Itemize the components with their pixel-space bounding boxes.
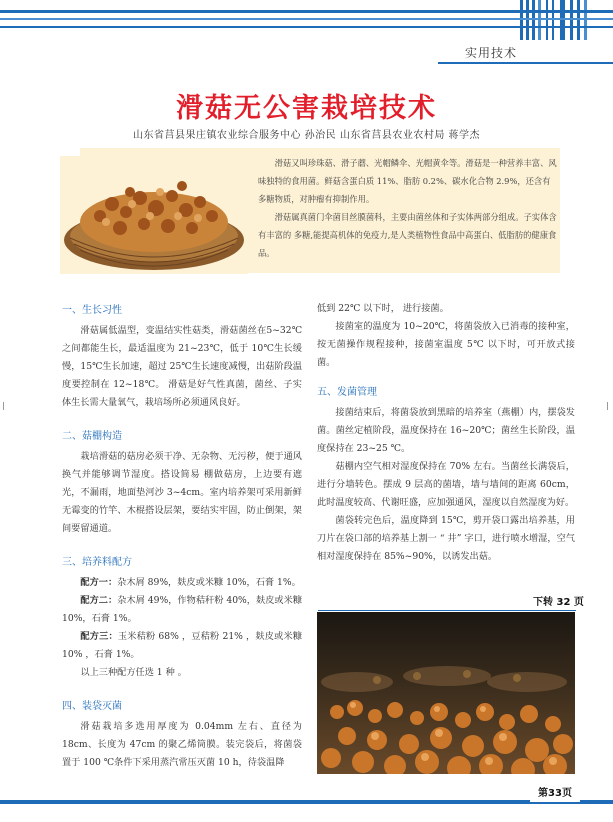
stripe bbox=[538, 0, 541, 40]
section-tag: 实用技术 bbox=[464, 46, 517, 60]
section-heading: 二、菇棚构造 bbox=[62, 431, 122, 442]
stripe bbox=[570, 0, 573, 40]
article-authors: 山东省莒县果庄镇农业综合服务中心 孙治民 山东省莒县农业农村局 蒋学杰 bbox=[132, 130, 481, 141]
footer-rule bbox=[0, 800, 613, 804]
header-decoration bbox=[0, 0, 613, 44]
formula-label: 配方二： bbox=[80, 595, 118, 606]
stripe bbox=[560, 0, 565, 40]
formula-label: 配方一： bbox=[80, 577, 118, 588]
lead-paragraph: 滑菇又叫珍珠菇、滑子蘑、光帽鳞伞、光帽黄伞等。滑菇是一种营养丰富、风味独特的食用菌。鲜菇含蛋白质 11%、脂肪 0.2%、碳水化合物 2.9%，还含有多糖物质，对肿瘤有抑制作用。 bbox=[258, 158, 557, 204]
paragraph-continued: 低到 22℃ 以下时， 进行接菌。 bbox=[317, 303, 449, 314]
formula-text: 玉米秸粉 68% ，豆秸粉 21% ，麸皮或米糠 10% ，石膏 1%。 bbox=[62, 631, 303, 660]
section-rule bbox=[438, 62, 613, 64]
left-column bbox=[62, 300, 302, 772]
formula-text: 杂木屑 49%，作物秸秆粉 40%，麸皮或米糠 10%，石膏 1%。 bbox=[62, 595, 303, 624]
formula-label: 配方三： bbox=[80, 631, 118, 642]
mushroom-basket-photo bbox=[60, 156, 248, 274]
formula-text: 杂木屑 89%，麸皮或米糠 10%，石膏 1%。 bbox=[117, 577, 301, 588]
paragraph: 菌袋转完色后，温度降到 15℃，剪开袋口露出培养基，用刀片在袋口部的培养基上割一 “ 井” 字口，进行喷水增湿，空气相对湿度保持在 85%~90%，以诱发出菇。 bbox=[317, 515, 575, 562]
section-heading: 三、培养料配方 bbox=[62, 557, 132, 568]
paragraph: 菇棚内空气相对湿度保持在 70% 左右。当菌丝长满袋后，进行分墙转色。摆成 9 层高的菌墙，墙与墙间的距离 60cm，此时温度较高、代谢旺盛，应加强通风，湿度以自然湿度为好。 bbox=[317, 461, 575, 508]
paragraph: 滑菇属低温型，变温结实性菇类，滑菇菌丝在5~32℃之间都能生长，最适温度为 21~23℃，低于 10℃生长缓慢，15℃生长加速，超过 25℃生长速度减慢，出菇阶段温度要控制在 12~18℃。 滑菇是好气性真菌，菌丝、子实体生长需大量氧气，栽培场所必须通风良好。 bbox=[62, 325, 302, 408]
stripe bbox=[0, 26, 613, 28]
article-title: 滑菇无公害栽培技术 bbox=[176, 93, 437, 124]
formula-3 bbox=[62, 628, 302, 664]
formula-2 bbox=[62, 592, 302, 628]
section-heading: 一、生长习性 bbox=[62, 305, 122, 316]
crop-mark bbox=[607, 402, 608, 410]
right-column bbox=[317, 300, 575, 566]
paragraph: 栽培滑菇的菇房必须干净、无杂物、无污秽，便于通风换气并能够调节湿度。搭设简易 棚做菇房，上边要有遮光，不漏雨，地面垫河沙 3~4cm。室内培养架可采用新鲜无霉变的竹竿、木棍搭设层架，要结实牢固，防止倒架，架间要留通道。 bbox=[62, 451, 302, 534]
stripe bbox=[577, 0, 580, 40]
stripe bbox=[584, 0, 587, 40]
section-heading: 四、装袋灭菌 bbox=[62, 701, 122, 712]
stripe bbox=[0, 18, 613, 20]
lead-text bbox=[258, 154, 558, 262]
paragraph: 以上三种配方任选 1 种 。 bbox=[80, 667, 187, 678]
stripe bbox=[526, 0, 529, 40]
stripe bbox=[546, 0, 548, 40]
stripe bbox=[552, 0, 554, 40]
page-number: 第33页 bbox=[530, 786, 580, 802]
formula-1 bbox=[62, 574, 302, 592]
stripe bbox=[532, 0, 535, 40]
section-heading: 五、发菌管理 bbox=[317, 387, 377, 398]
paragraph: 滑菇栽培多选用厚度为 0.04mm 左右、直径为18cm、长度为 47cm 的聚乙烯筒膜。装完袋后，将菌袋置于 100 ℃条件下采用蒸汽常压灭菌 10 h，待袋温降 bbox=[62, 721, 302, 768]
continue-rule bbox=[318, 610, 576, 611]
stripe bbox=[0, 10, 613, 13]
lead-paragraph: 滑菇属真菌门伞菌目丝膜菌科，主要由菌丝体和子实体两部分组成。子实体含有丰富的 多糖,能提高机体的免疫力,是人类植物性食品中高蛋白、低脂肪的健康食品。 bbox=[258, 212, 557, 258]
stripe bbox=[520, 0, 523, 40]
mushroom-growing-photo bbox=[317, 612, 575, 774]
paragraph: 接菌室的温度为 10~20℃，将菌袋放入已消毒的接种室，按无菌操作规程接种，接菌室温度 5℃ 以下时，可开放式接菌。 bbox=[317, 321, 575, 368]
paragraph: 接菌结束后，将菌袋放到黑暗的培养室（燕棚）内，摆袋发菌。菌丝定植阶段，温度保持在 16~20℃；菌丝生长阶段，温度保持在 23~25 ℃。 bbox=[317, 407, 575, 454]
crop-mark bbox=[3, 402, 4, 410]
continue-note: 下转 32 页 bbox=[533, 597, 584, 608]
